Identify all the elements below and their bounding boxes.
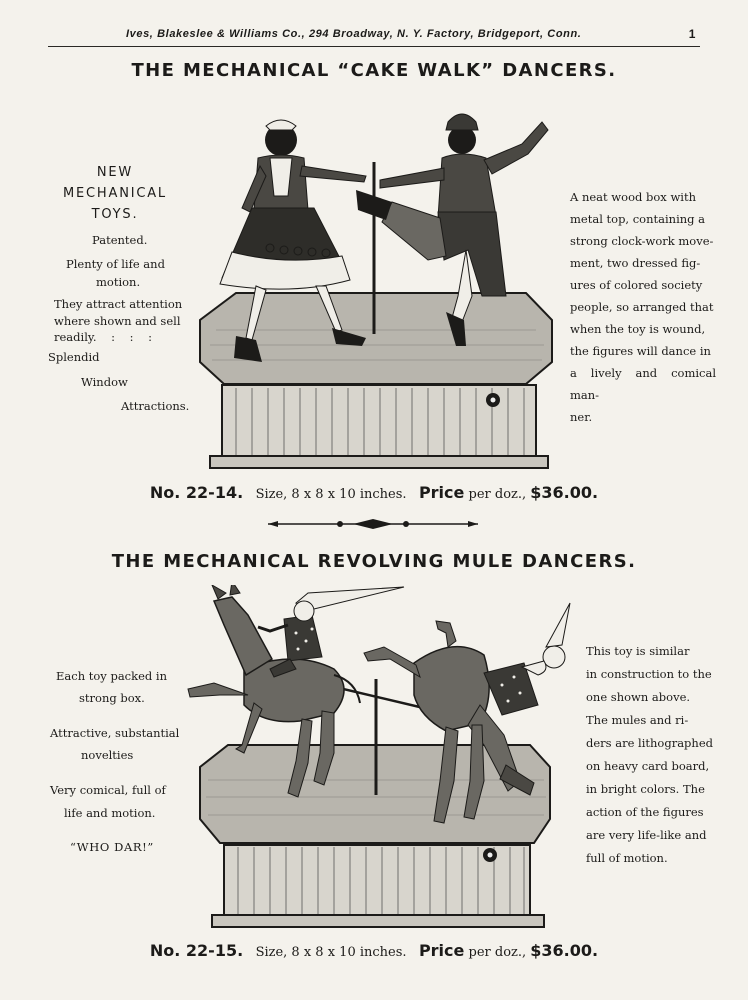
description-line: in construction to the (586, 667, 712, 681)
description-line: full of motion. (586, 851, 668, 865)
left-clown-rider-figure (258, 587, 404, 677)
product1-new-toys-heading (40, 163, 190, 225)
product1-left-text: They attract attention (54, 297, 183, 311)
product1-price-unit: per doz., (468, 487, 527, 502)
description-line: a lively and comical man- (570, 366, 716, 402)
product1-number: No. 22-14. (149, 483, 244, 502)
description-line: on heavy card board, (586, 759, 710, 773)
product1-left-text: where shown and sell (54, 314, 181, 328)
product1-left-text: Patented. (92, 233, 148, 247)
description-line: the figures will dance in (570, 344, 711, 358)
product1-left-text: readily. : : : (54, 330, 152, 344)
product2-price: $36.00. (530, 941, 599, 960)
product2-left-text: “WHO DAR!” (70, 840, 154, 854)
heading-line: TOYS. (91, 206, 139, 222)
product1-price-label: Price (418, 483, 465, 502)
description-line: action of the figures (586, 805, 704, 819)
product1-left-text: Splendid (48, 350, 100, 364)
description-line: ner. (570, 410, 593, 424)
mule-dancers-illustration (184, 585, 574, 935)
description-line: ment, two dressed fig- (570, 256, 701, 270)
toy-box-base (210, 385, 548, 468)
description-line: people, so arranged that (570, 300, 714, 314)
product1-left-text: Plenty of life and (66, 257, 165, 271)
description-line: are very life-like and (586, 828, 707, 842)
description-line: This toy is similar (586, 644, 690, 658)
toy-box-base (212, 845, 544, 927)
description-line: ders are lithographed (586, 736, 713, 750)
product2-price-label: Price (418, 941, 465, 960)
description-line: A neat wood box with (570, 190, 696, 204)
product2-title: THE MECHANICAL REVOLVING MULE DANCERS. (111, 551, 637, 572)
product1-price: $36.00. (530, 483, 599, 502)
description-line: metal top, containing a (570, 212, 706, 226)
description-line: strong clock-work move- (570, 234, 714, 248)
heading-line: NEW (96, 165, 134, 180)
product2-size: Size, 8 x 8 x 10 inches. (255, 945, 407, 960)
product2-left-text: strong box. (79, 691, 145, 705)
product2-number: No. 22-15. (149, 941, 244, 960)
product2-price-unit: per doz., (468, 945, 527, 960)
product2-left-text: Each toy packed in (56, 669, 167, 683)
product1-title: THE MECHANICAL “CAKE WALK” DANCERS. (131, 60, 617, 81)
product2-left-text: Very comical, full of (50, 783, 166, 797)
page-number: 1 (688, 27, 696, 41)
section-divider-ornament (268, 516, 478, 532)
product2-description (586, 640, 716, 870)
header-text: Ives, Blakeslee & Williams Co., 294 Broadway, N. Y. Factory, Bridgeport, Conn. (126, 28, 582, 40)
right-clown-rider-figure (484, 603, 570, 715)
product2-left-text: life and motion. (64, 806, 156, 820)
description-line: The mules and ri- (586, 713, 689, 727)
description-line: one shown above. (586, 690, 691, 704)
description-line: ures of colored society (570, 278, 703, 292)
product1-left-text: motion. (96, 275, 141, 289)
product1-info-line (0, 483, 748, 502)
product1-left-text: Attractions. (121, 399, 190, 413)
product1-description (570, 186, 716, 428)
product1-size: Size, 8 x 8 x 10 inches. (255, 487, 407, 502)
heading-line: MECHANICAL (63, 185, 167, 201)
description-line: when the toy is wound, (570, 322, 706, 336)
page-header (48, 22, 700, 47)
description-line: in bright colors. The (586, 782, 705, 796)
product2-left-text: novelties (81, 748, 134, 762)
product2-left-text: Attractive, substantial (50, 726, 180, 740)
product1-left-text: Window (81, 375, 128, 389)
cake-walk-dancers-illustration (196, 100, 566, 472)
product2-info-line (0, 941, 748, 960)
